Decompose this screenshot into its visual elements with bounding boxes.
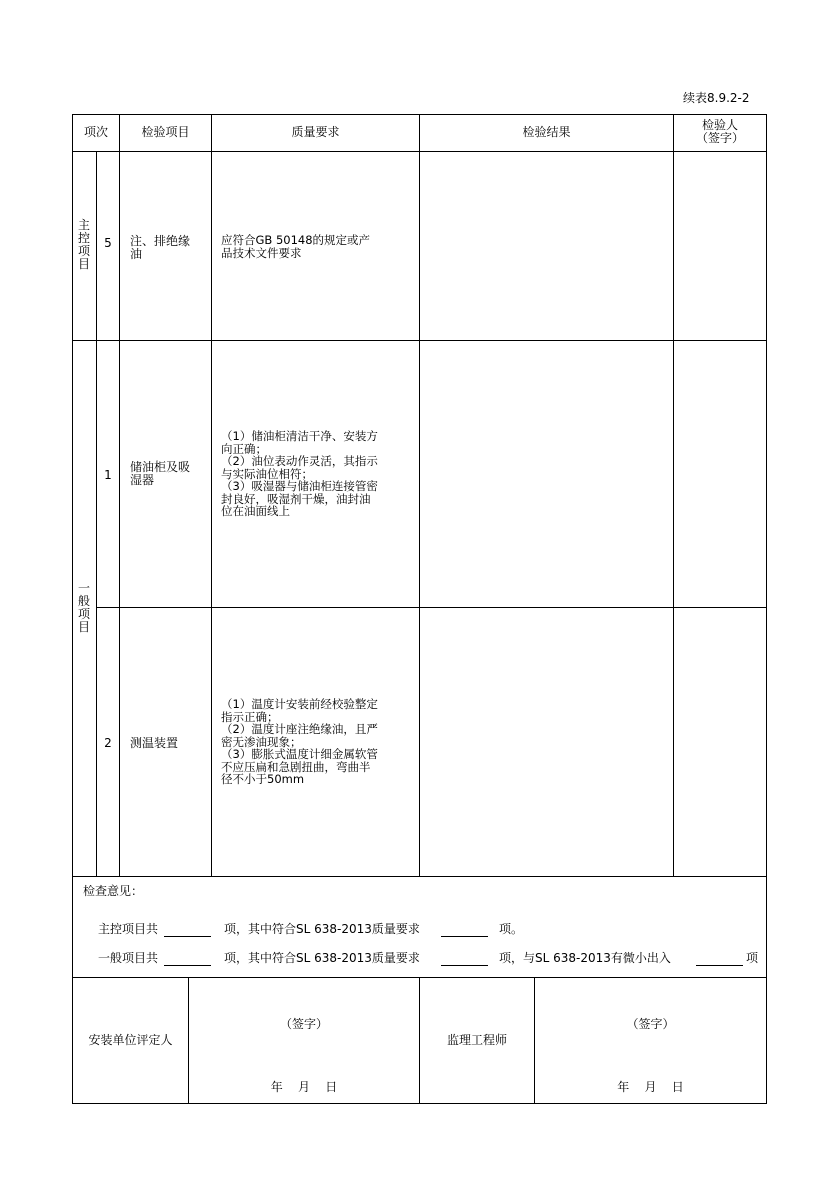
opinion-line2-blank3[interactable] — [696, 965, 743, 966]
item-col-line — [119, 114, 120, 877]
opinion-line2-blank1[interactable] — [164, 965, 211, 966]
row-1-signer[interactable] — [674, 152, 766, 340]
row-2-requirement: （1）储油柜清洁干净、安装方 向正确； （2）油位表动作灵活，其指示 与实际油位相符； （3）吸湿器与储油柜连接管密 封良好，吸湿剂干燥，油封油 位在油面线上 — [221, 429, 378, 518]
row-1-result[interactable] — [420, 152, 673, 340]
group-general: 一般项目 — [77, 581, 90, 634]
installer-date: 年 月 日 — [270, 1080, 338, 1094]
header-inspect-item: 检验项目 — [141, 125, 190, 139]
row-3-no: 2 — [104, 736, 112, 750]
row-3-signer[interactable] — [674, 608, 766, 876]
opinion-line2-mid: 项，其中符合SL 638-2013质量要求 — [224, 951, 420, 965]
row-3-item: 测温装置 — [130, 736, 179, 750]
opinion-line1-blank1[interactable] — [164, 936, 211, 937]
row-1-no: 5 — [104, 236, 112, 250]
header-inspect-result: 检验结果 — [522, 125, 571, 139]
req-col-line — [211, 114, 212, 877]
row-2-result[interactable] — [420, 341, 673, 607]
row-2-item: 储油柜及吸 湿器 — [130, 460, 191, 487]
supervisor-sign: （签字） — [626, 1017, 675, 1031]
opinion-title: 检查意见： — [83, 884, 144, 898]
header-item-no: 项次 — [83, 125, 108, 139]
opinion-line2-mid2: 项，与SL 638-2013有微小出入 — [499, 951, 671, 965]
opinion-line2-blank2[interactable] — [441, 965, 488, 966]
row-1-item: 注、排绝缘 油 — [130, 234, 191, 261]
supervisor-date: 年 月 日 — [617, 1080, 684, 1094]
header-inspector: 检验人 （签字） — [695, 118, 744, 145]
row-3-requirement: （1）温度计安装前经校验整定 指示正确； （2）温度计座注绝缘油，且严 密无渗油现象； （3）膨胀式温度计细金属软管 不应压扁和急剧扭曲，弯曲半 径不小于50mm — [221, 697, 378, 786]
opinion-line1-blank2[interactable] — [441, 936, 488, 937]
row-3-result[interactable] — [420, 608, 673, 876]
header-quality-req: 质量要求 — [291, 125, 340, 139]
opinion-line2-suffix: 项 — [746, 951, 759, 965]
group-main-control: 主控项目 — [77, 218, 90, 271]
opinion-line1-suffix: 项。 — [499, 922, 524, 936]
row-2-signer[interactable] — [674, 341, 766, 607]
row-2-no: 1 — [104, 468, 112, 482]
installer-sign: （签字） — [279, 1017, 328, 1031]
table-left-border — [72, 114, 73, 1104]
table-right-border — [766, 114, 767, 1104]
opinion-line2-prefix: 一般项目共 — [98, 951, 159, 965]
supervisor-label: 监理工程师 — [446, 1033, 507, 1047]
group-col-line — [96, 151, 97, 877]
row-1-requirement: 应符合GB 50148的规定或产 品技术文件要求 — [221, 233, 371, 260]
table-reference: 续表8.9.2-2 — [683, 91, 750, 105]
installer-label: 安装单位评定人 — [88, 1033, 173, 1047]
opinion-line1-prefix: 主控项目共 — [98, 922, 159, 936]
opinion-line1-mid: 项，其中符合SL 638-2013质量要求 — [224, 922, 420, 936]
